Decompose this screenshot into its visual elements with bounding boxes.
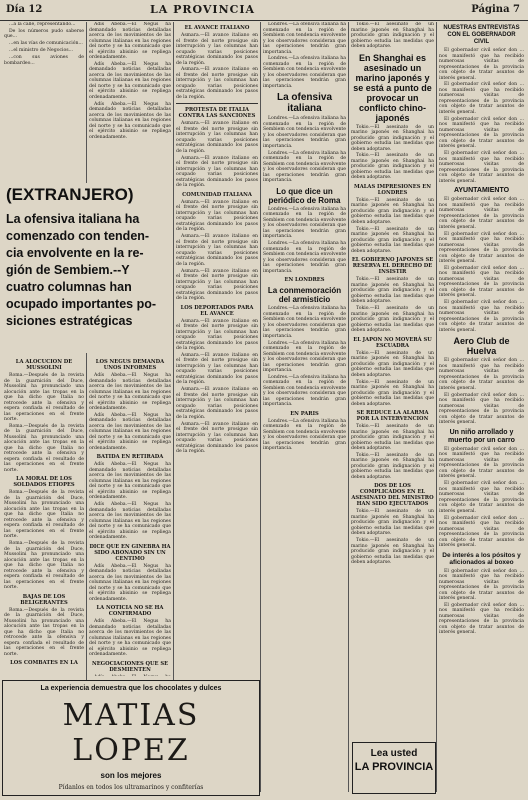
section-heading: La conmemoración del armisticio <box>267 286 342 305</box>
column-4: Londres.—La ofensiva italiana ha comenzado en la región de Sembiem con tendencia envolvente y los observadores consideran que las operaciones tendrán gran importancia. Londres.—La ofensiva italiana ha comenzado en la región de Sembiem con tendencia envolvente y los observadores consideran que las operaciones tendrán gran importancia. La ofensiva italiana Londres.—La ofensiva italiana ha comenzado en la región de Sembiem con tendencia envolvente y los observadores consideran que las operaciones tendrán gran importancia. Londres.—La ofensiva italiana ha comenzado en la región de Sembiem con tendencia envolvente y los observadores consideran que las operaciones tendrán gran importancia. Lo que dice un periódico de Roma Londres.—La ofensiva italiana ha comenzado en la región de Sembiem con tendencia envolvente y los observadores consideran que las operaciones tendrán gran importancia. Londres.—La ofensiva italiana ha comenzado en la región de Sembiem con tendencia envolvente y los observadores consideran que las operaciones tendrán gran importancia. EN LONDRES La conmemoración del armisticio Londres.—La ofensiva italiana ha comenzado en la región de Sembiem con tendencia envolvente y los observadores consideran que las operaciones tendrán gran importancia. Londres.—La ofensiva italiana ha comenzado en la región de Sembiem con tendencia envolvente y los observadores consideran que las operaciones tendrán gran importancia. Londres.—La ofensiva italiana ha comenzado en la región de Sembiem con tendencia envolvente y los observadores consideran que las operaciones tendrán gran importancia. EN PARIS Londres.—La ofensiva italiana ha comenzado en la región de Sembiem con tendencia envolvente y los observadores consideran que las operaciones tendrán gran importancia. <box>263 22 346 452</box>
chocolate-advertisement <box>2 680 260 796</box>
section-heading: De interés a los pósitos y aficionados al boxeo <box>442 551 521 567</box>
newspaper-title: LA PROVINCIA <box>150 3 256 16</box>
section-heading: Lo que dice un periódico de Roma <box>268 186 341 205</box>
section-heading: DICE QUE EN GINEBRA HA SIDO ABONADO SIN UN CENTIMO <box>89 543 171 562</box>
section-heading: NUESTRAS ENTREVISTAS CON EL GOBERNADOR CIVIL <box>443 25 520 45</box>
section-heading: BATIDA EN RETIRADA <box>96 454 164 461</box>
section-heading: EN PARIS <box>290 410 319 417</box>
section-heading: La ofensiva italiana <box>276 92 333 115</box>
column-2-lower: LOS NEGUS DEMANDA UNOS INFORMES Adís Abeba.—El Negus ha demandado noticias detalladas acerca de los movimientos de las columnas italianas en las regiones del norte y se ha comunicado que el ejército abisinio se repliega ordenadamente. Adís Abeba.—El Negus ha demandado noticias detalladas acerca de los movimientos de las columnas italianas en las regiones del norte y se ha comunicado que el ejército abisinio se repliega ordenadamente. BATIDA EN RETIRADA Adís Abeba.—El Negus ha demandado noticias detalladas acerca de los movimientos de las columnas italianas en las regiones del norte y se ha comunicado que el ejército abisinio se repliega ordenadamente. Adís Abeba.—El Negus ha demandado noticias detalladas acerca de los movimientos de las columnas italianas en las regiones del norte y se ha comunicado que el ejército abisinio se repliega ordenadamente. DICE QUE EN GINEBRA HA SIDO ABONADO SIN UN CENTIMO Adís Abeba.—El Negus ha demandado noticias detalladas acerca de los movimientos de las columnas italianas en las regiones del norte y se ha comunicado que el ejército abisinio se repliega ordenadamente. LA NOTICIA NO SE HA CONFIRMADO Adís Abeba.—El Negus ha demandado noticias detalladas acerca de los movimientos de las columnas italianas en las regiones del norte y se ha comunicado que el ejército abisinio se repliega ordenadamente. NEGOCIACIONES QUE SE DESMIENTEN <box>89 359 171 673</box>
subscribe-box <box>352 742 436 794</box>
section-heading: AYUNTAMIENTO <box>453 187 510 195</box>
section-heading: DOS DE LOS COMPLICADOS EN EL ASESINATO DEL MINISTRO HAN SIDO EJECUTADOS <box>351 483 434 508</box>
section-heading: EN LONDRES <box>284 277 325 284</box>
ad-brand-sub: son los mejores <box>100 771 162 780</box>
column-2-top: Adís Abeba.—El Negus ha demandado noticias detalladas acerca de los movimientos de las columnas italianas en las regiones del norte y se ha comunicado que el ejército abisinio se repliega ordenadamente. Adís Abeba.—El Negus ha demandado noticias detalladas acerca de los movimientos de las columnas italianas en las regiones del norte y se ha comunicado que el ejército abisinio se repliega ordenadamente. Adís Abeba.—El Negus ha demandado noticias detalladas acerca de los movimientos de las columnas italianas en las regiones del norte y se ha comunicado que el ejército abisinio se repliega ordenadamente. <box>89 22 171 140</box>
section-heading: LOS COMBATES EN LA <box>10 660 78 666</box>
ad-brand: MATIAS LOPEZ <box>62 698 200 768</box>
column-rule <box>86 22 87 792</box>
section-heading: Un niño arrollado y muerto por un carro <box>448 428 515 444</box>
section-heading: EL JAPON NO MOVERÁ SU ESCUADRA <box>353 336 432 349</box>
column-6: NUESTRAS ENTREVISTAS CON EL GOBERNADOR CIVIL El gobernador civil señor don ... nos manifestó que ha recibido numerosas visitas de representaciones de la provincia con objeto de tratar asuntos de interés general. El gobernador civil señor don ... nos manifestó que ha recibido numerosas visitas de representaciones de la provincia con objeto de tratar asuntos de interés general. El gobernador civil señor don ... nos manifestó que ha recibido numerosas visitas de representaciones de la provincia con objeto de tratar asuntos de interés general. El gobernador civil señor don ... nos manifestó que ha recibido numerosas visitas de representaciones de la provincia con objeto de tratar asuntos de interés general. AYUNTAMIENTO El gobernador civil señor don ... nos manifestó que ha recibido numerosas visitas de representaciones de la provincia con objeto de tratar asuntos de interés general. El gobernador civil señor don ... nos manifestó que ha recibido numerosas visitas de representaciones de la provincia con objeto de tratar asuntos de interés general. El gobernador civil señor don ... nos manifestó que ha recibido numerosas visitas de representaciones de la provincia con objeto de tratar asuntos de interés general. El gobernador civil señor don ... nos manifestó que ha recibido numerosas visitas de representaciones de la provincia con objeto de tratar asuntos de interés general. Aero Club de Huelva El gobernador civil señor don ... nos manifestó que ha recibido numerosas visitas de representaciones de la provincia con objeto de tratar asuntos de interés general. El gobernador civil señor don ... nos manifestó que ha recibido numerosas visitas de representaciones de la provincia con objeto de tratar asuntos de interés general. Un niño arrollado y muerto por un carro El gobernador civil señor don ... nos manifestó que ha recibido numerosas visitas de representaciones de la provincia con objeto de tratar asuntos de interés general. El gobernador civil señor don ... nos manifestó que ha recibido numerosas visitas de representaciones de la provincia con objeto de tratar asuntos de interés general. El gobernador civil señor don ... nos manifestó que ha recibido numerosas visitas de representaciones de la provincia con objeto de tratar asuntos de interés general. De interés a los pósitos y aficionados al boxeo El gobernador civil señor don ... nos manifestó que ha recibido numerosas visitas de representaciones de la provincia con objeto de tratar asuntos de interés general. El gobernador civil señor don ... nos manifestó que ha recibido numerosas visitas de representaciones de la provincia con objeto de tratar asuntos de interés general. <box>439 25 524 636</box>
section-heading: PROTESTA DE ITALIA CONTRA LAS SANCIONES <box>178 107 256 120</box>
headline-block <box>0 183 172 353</box>
section-heading: LA NOTICIA NO SE HA CONFIRMADO <box>96 605 164 618</box>
headline-kicker: (EXTRANJERO) <box>6 185 134 204</box>
masthead <box>0 0 528 21</box>
ad-note: Pídanlos en todos los ultramarinos y confiterías <box>58 784 204 791</box>
section-heading: EL GOBIERNO JAPONES SE RESERVA EL DERECHO DE INSISTIR <box>351 257 434 276</box>
ad-tagline: La experiencia demuestra que los chocolates y dulces <box>40 685 222 692</box>
section-heading: LA MORAL DE LOS SOLDADOS ETIOPES <box>13 476 75 489</box>
column-3: EL AVANCE ITALIANO Asmara.—El avance italiano en el frente del norte prosigue sin interrupción y las columnas han ocupado varias posiciones estratégicas dominando los pasos de la región. Asmara.—El avance italiano en el frente del norte prosigue sin interrupción y las columnas han ocupado varias posiciones estratégicas dominando los pasos de la región. PROTESTA DE ITALIA CONTRA LAS SANCIONES Asmara.—El avance italiano en el frente del norte prosigue sin interrupción y las columnas han ocupado varias posiciones estratégicas dominando los pasos de la región. Asmara.—El avance italiano en el frente del norte prosigue sin interrupción y las columnas han ocupado varias posiciones estratégicas dominando los pasos de la región. COMUNIDAD ITALIANA Asmara.—El avance italiano en el frente del norte prosigue sin interrupción y las columnas han ocupado varias posiciones estratégicas dominando los pasos de la región. Asmara.—El avance italiano en el frente del norte prosigue sin interrupción y las columnas han ocupado varias posiciones estratégicas dominando los pasos de la región. Asmara.—El avance italiano en el frente del norte prosigue sin interrupción y las columnas han ocupado varias posiciones estratégicas dominando los pasos de la región. LOS DEPORTADOS PARA EL AVANCE Asmara.—El avance italiano en el frente del norte prosigue sin interrupción y las columnas han ocupado varias posiciones estratégicas dominando los pasos de la región. Asmara.—El avance italiano en el frente del norte prosigue sin interrupción y las columnas han ocupado varias posiciones estratégicas dominando los pasos de la región. Asmara.—El avance italiano en el frente del norte prosigue sin interrupción y las columnas han ocupado varias posiciones estratégicas dominando los pasos de la región. Asmara.—El avance italiano en el frente del norte prosigue sin interrupción y las columnas han ocupado varias posiciones estratégicas dominando los pasos de la región. <box>176 25 258 455</box>
section-heading: Aero Club de Huelva <box>453 336 510 357</box>
section-heading: LOS NEGUS DEMANDA UNOS INFORMES <box>95 359 165 371</box>
section-heading: EL AVANCE ITALIANO <box>184 25 250 31</box>
subscribe-name: LA PROVINCIA <box>354 761 434 773</box>
section-heading: BAJAS DE LOS BELIGERANTES <box>20 593 68 606</box>
column-5: Tokio.—El asesinato de un marino japonés en Shanghai ha producido gran indignación y el gobierno estudia las medidas que deben adoptarse. En Shanghai es asesinado un marino japonés y se está a punto de provocar un conflicto chino-japonés Tokio.—El asesinato de un marino japonés en Shanghai ha producido gran indignación y el gobierno estudia las medidas que deben adoptarse. Tokio.—El asesinato de un marino japonés en Shanghai ha producido gran indignación y el gobierno estudia las medidas que deben adoptarse. MALAS IMPRESIONES EN LONDRES Tokio.—El asesinato de un marino japonés en Shanghai ha producido gran indignación y el gobierno estudia las medidas que deben adoptarse. Tokio.—El asesinato de un marino japonés en Shanghai ha producido gran indignación y el gobierno estudia las medidas que deben adoptarse. EL GOBIERNO JAPONES SE RESERVA EL DERECHO DE INSISTIR Tokio.—El asesinato de un marino japonés en Shanghai ha producido gran indignación y el gobierno estudia las medidas que deben adoptarse. Tokio.—El asesinato de un marino japonés en Shanghai ha producido gran indignación y el gobierno estudia las medidas que deben adoptarse. EL JAPON NO MOVERÁ SU ESCUADRA Tokio.—El asesinato de un marino japonés en Shanghai ha producido gran indignación y el gobierno estudia las medidas que deben adoptarse. Tokio.—El asesinato de un marino japonés en Shanghai ha producido gran indignación y el gobierno estudia las medidas que deben adoptarse. SE REDUCE LA ALARMA POR LA INTERVENCION Tokio.—El asesinato de un marino japonés en Shanghai ha producido gran indignación y el gobierno estudia las medidas que deben adoptarse. Tokio.—El asesinato de un marino japonés en Shanghai ha producido gran indignación y el gobierno estudia las medidas que deben adoptarse. DOS DE LOS COMPLICADOS EN EL ASESINATO DEL MINISTRO HAN SIDO EJECUTADOS Tokio.—El asesinato de un marino japonés en Shanghai ha producido gran indignación y el gobierno estudia las medidas que deben adoptarse. Tokio.—El asesinato de un marino japonés en Shanghai ha producido gran indignación y el gobierno estudia las medidas que deben adoptarse. <box>351 22 434 566</box>
page-date: Día 12 <box>6 4 43 15</box>
page-number: Página 7 <box>471 4 520 15</box>
column-rule <box>173 22 174 792</box>
section-heading: NEGOCIACIONES QUE SE DESMIENTEN <box>91 660 169 673</box>
divider <box>176 103 258 104</box>
column-1-lower: LA ALOCUCION DE MUSSOLINI Roma.—Después de la revista de la guarnición del Duce, Mussolini ha pronunciado una alocución ante las tropas en la que ha dicho que Italia no retrocede ante la ofensiva y espera confiada el resultado de las operaciones en el frente norte. Roma.—Después de la revista de la guarnición del Duce, Mussolini ha pronunciado una alocución ante las tropas en la que ha dicho que Italia no retrocede ante la ofensiva y espera confiada el resultado de las operaciones en el frente norte. LA MORAL DE LOS SOLDADOS ETIOPES Roma.—Después de la revista de la guarnición del Duce, Mussolini ha pronunciado una alocución ante las tropas en la que ha dicho que Italia no retrocede ante la ofensiva y espera confiada el resultado de las operaciones en el frente norte. Roma.—Después de la revista de la guarnición del Duce, Mussolini ha pronunciado una alocución ante las tropas en la que ha dicho que Italia no retrocede ante la ofensiva y espera confiada el resultado de las operaciones en el frente norte. BAJAS DE LOS BELIGERANTES Roma.—Después de la revista de la guarnición del Duce, Mussolini ha pronunciado una alocución ante las tropas en la que ha dicho que Italia no retrocede ante la ofensiva y espera confiada el resultado de las operaciones en el frente norte. LOS COMBATES EN LA <box>4 356 84 666</box>
section-heading: COMUNIDAD ITALIANA <box>182 191 252 198</box>
subscribe-top: Lea usted <box>370 748 418 759</box>
column-rule <box>348 22 349 792</box>
section-heading: SE REDUCE LA ALARMA POR LA INTERVENCION <box>356 410 429 423</box>
section-heading: En Shanghai es asesinado un marino japonés y se está a punto de provocar un conflicto chino-japonés <box>353 52 432 123</box>
section-heading: LA ALOCUCION DE MUSSOLINI <box>15 359 73 371</box>
column-rule <box>260 22 261 792</box>
headline-text: La ofensiva italiana ha comenzado con tenden- cia envolvente en la re- gión de Sembiem.--Y cuatro columnas han ocupado importantes po- siciones estratégicas <box>6 212 156 328</box>
section-heading: LOS DEPORTADOS PARA EL AVANCE <box>180 304 254 317</box>
section-heading: MALAS IMPRESIONES EN LONDRES <box>354 183 431 196</box>
column-1-top: ...a la calle, representando... De los números pudo saberse que... ...en las vías de comunicación... ...el ministro de Negocios... ...con sus aviones de bombardeo... <box>4 22 84 66</box>
column-rule <box>436 22 437 792</box>
